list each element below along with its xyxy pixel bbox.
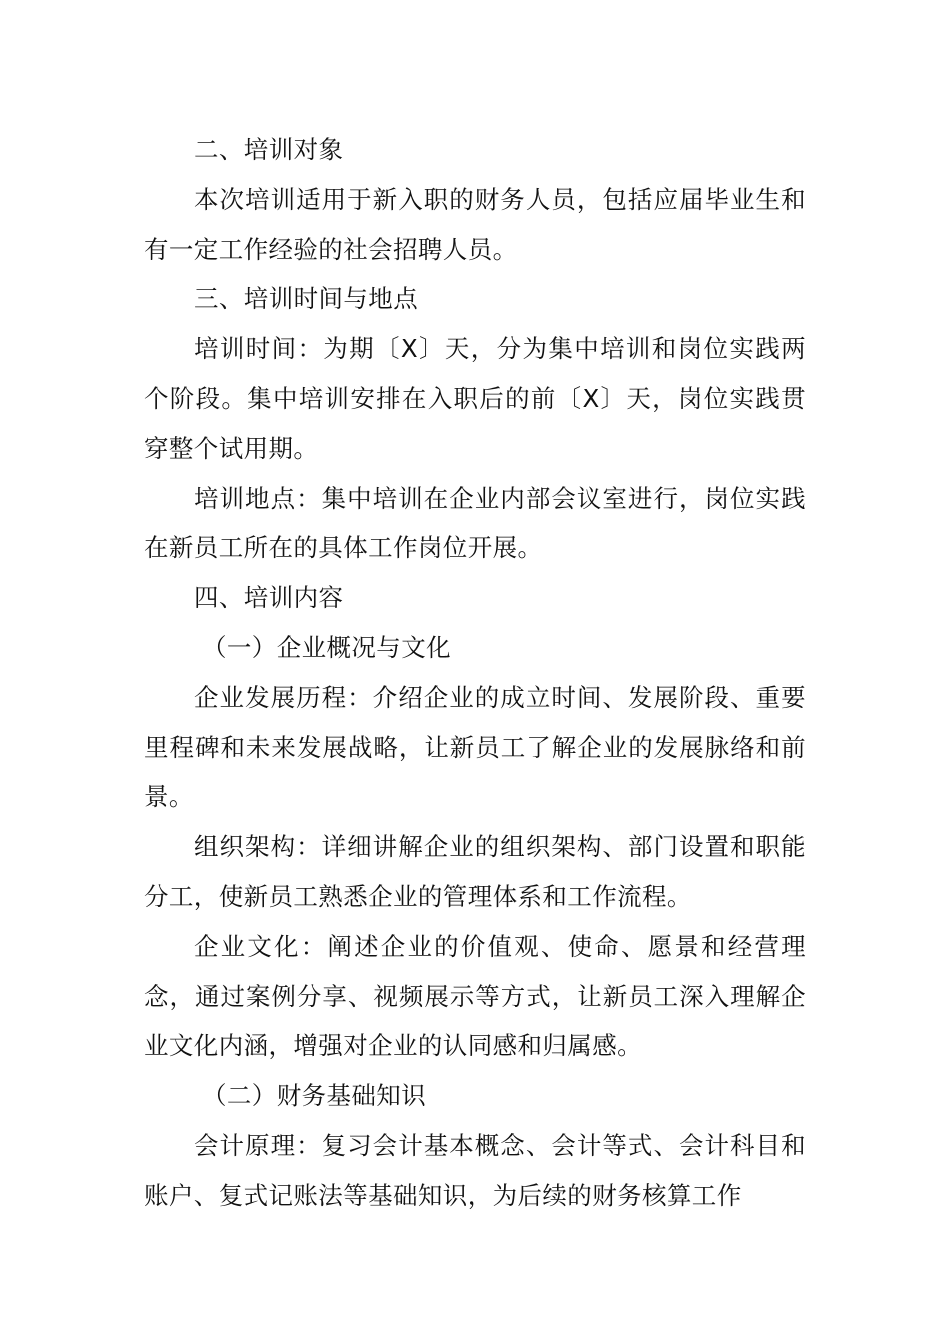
subheading-finance-basics: （二）财务基础知识 bbox=[202, 1081, 427, 1111]
section-heading-time-location: 三、培训时间与地点 bbox=[194, 284, 419, 314]
paragraph-training-time: 培训时间：为期〔X〕天，分为集中培训和岗位实践两个阶段。集中培训安排在入职后的前〔X〕天，岗位实践贯穿整个试用期。 bbox=[144, 334, 806, 463]
paragraph-corporate-culture: 企业文化：阐述企业的价值观、使命、愿景和经营理念，通过案例分享、视频展示等方式，让新员工深入理解企业文化内涵，增强对企业的认同感和归属感。 bbox=[144, 931, 806, 1061]
paragraph-training-audience: 本次培训适用于新入职的财务人员，包括应届毕业生和有一定工作经验的社会招聘人员。 bbox=[144, 184, 806, 264]
paragraph-organization: 组织架构：详细讲解企业的组织架构、部门设置和职能分工，使新员工熟悉企业的管理体系和工作流程。 bbox=[144, 832, 806, 911]
section-heading-training-audience: 二、培训对象 bbox=[194, 135, 344, 164]
section-heading-training-content: 四、培训内容 bbox=[194, 583, 344, 613]
subheading-company-overview: （一）企业概况与文化 bbox=[202, 632, 451, 662]
paragraph-company-history: 企业发展历程：介绍企业的成立时间、发展阶段、重要里程碑和未来发展战略，让新员工了解企业的发展脉络和前景。 bbox=[144, 682, 806, 812]
document-body bbox=[144, 125, 806, 1221]
paragraph-training-location: 培训地点：集中培训在企业内部会议室进行，岗位实践在新员工所在的具体工作岗位开展。 bbox=[144, 483, 806, 563]
paragraph-accounting-principles: 会计原理：复习会计基本概念、会计等式、会计科目和账户、复式记账法等基础知识，为后续的财务核算工作 bbox=[144, 1130, 806, 1210]
